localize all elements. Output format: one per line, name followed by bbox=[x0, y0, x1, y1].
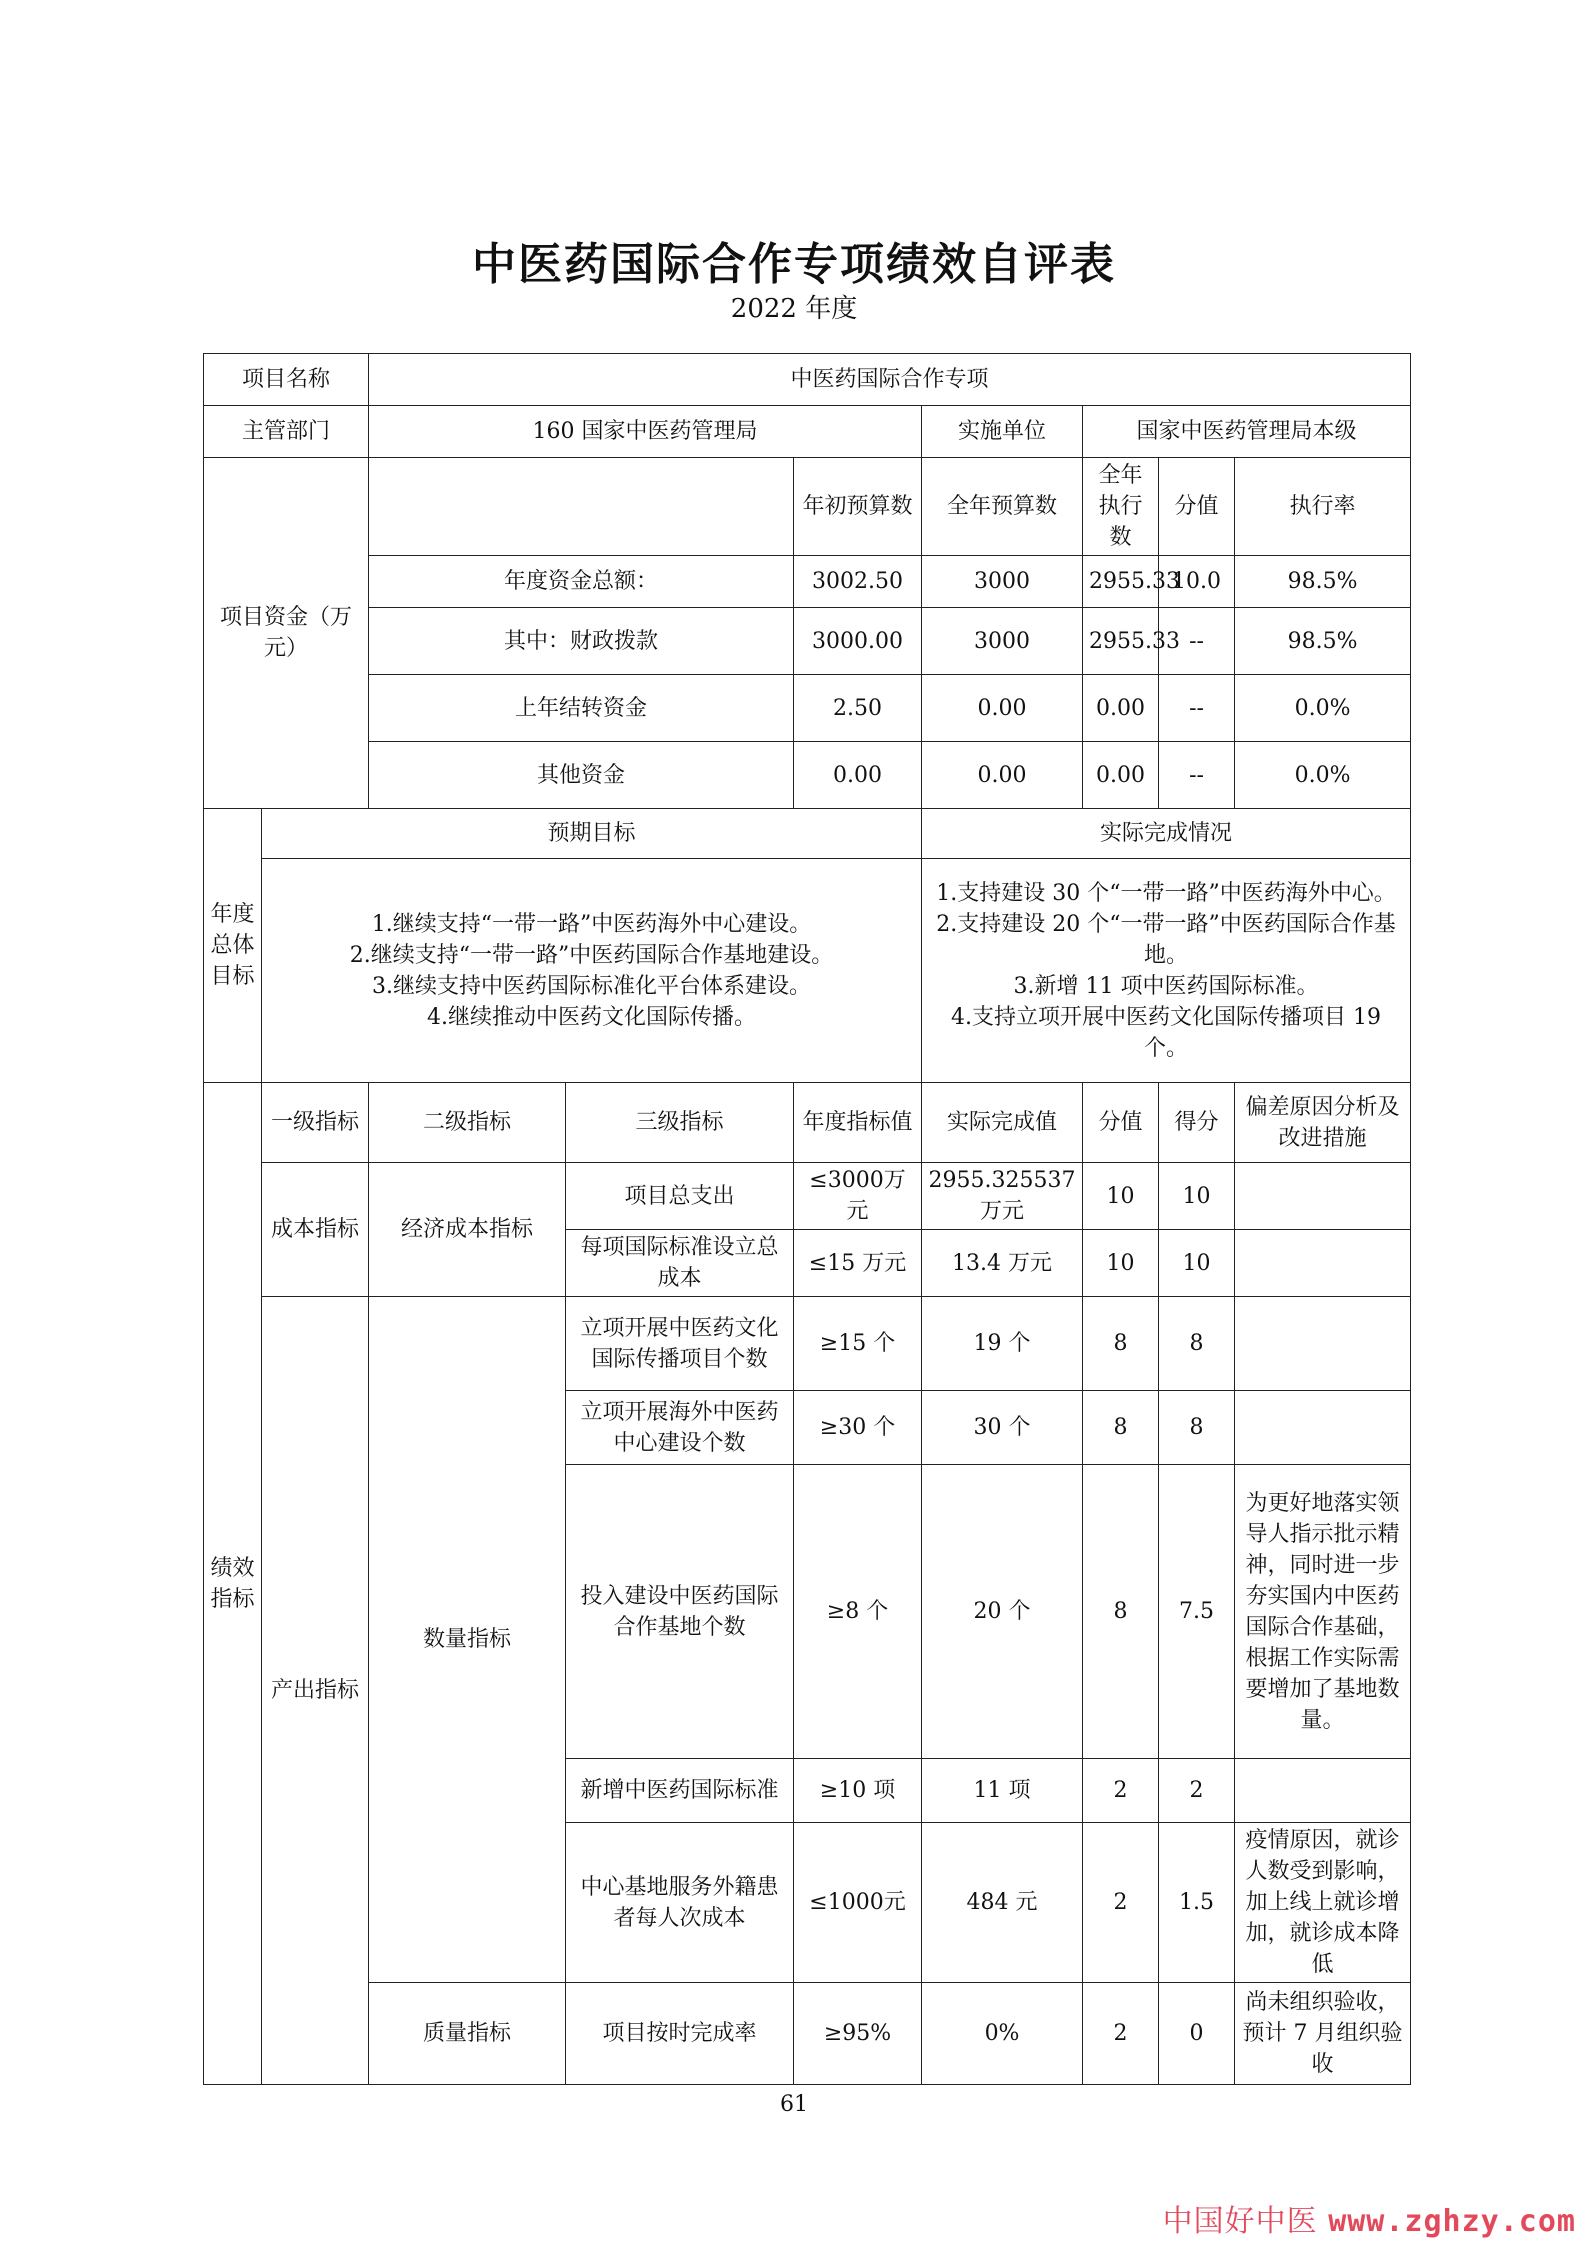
funds-rate: 98.5% bbox=[1235, 556, 1411, 608]
funds-header-executed: 全年执行数 bbox=[1083, 458, 1159, 556]
indicator-target: ≥10 项 bbox=[794, 1759, 922, 1823]
funds-points: -- bbox=[1159, 675, 1235, 742]
indicator-target: ≥8 个 bbox=[794, 1465, 922, 1759]
indicator-note bbox=[1235, 1391, 1411, 1465]
indicator-points: 8 bbox=[1083, 1297, 1159, 1391]
funds-executed: 0.00 bbox=[1083, 675, 1159, 742]
header-actual: 实际完成值 bbox=[922, 1083, 1083, 1163]
indicator-score: 1.5 bbox=[1159, 1823, 1235, 1983]
funds-row bbox=[204, 608, 1411, 675]
table-row bbox=[204, 1297, 1411, 1391]
performance-table bbox=[203, 353, 1411, 2085]
indicator-points: 10 bbox=[1083, 1163, 1159, 1230]
indicator-score: 10 bbox=[1159, 1163, 1235, 1230]
indicator-note: 疫情原因，就诊人数受到影响，加上线上就诊增加，就诊成本降低 bbox=[1235, 1823, 1411, 1983]
list-item: 4.支持立项开展中医药文化国际传播项目 19 个。 bbox=[951, 1004, 1382, 1061]
indicator-points: 8 bbox=[1083, 1465, 1159, 1759]
indicator-note: 尚未组织验收，预计 7 月组织验收 bbox=[1235, 1983, 1411, 2085]
funds-executed: 0.00 bbox=[1083, 742, 1159, 809]
funds-initial: 3000.00 bbox=[794, 608, 922, 675]
funds-rate: 0.0% bbox=[1235, 742, 1411, 809]
funds-row bbox=[204, 742, 1411, 809]
funds-rate: 0.0% bbox=[1235, 675, 1411, 742]
funds-header-initial: 年初预算数 bbox=[794, 458, 922, 556]
header-level2: 二级指标 bbox=[369, 1083, 566, 1163]
indicator-actual: 484 元 bbox=[922, 1823, 1083, 1983]
indicator-target: ≤1000元 bbox=[794, 1823, 922, 1983]
indicators-header-row bbox=[204, 1083, 1411, 1163]
funds-header-blank bbox=[369, 458, 794, 556]
funds-annual: 0.00 bbox=[922, 675, 1083, 742]
funds-row-label: 其他资金 bbox=[369, 742, 794, 809]
funds-points: -- bbox=[1159, 608, 1235, 675]
list-item: 1.支持建设 30 个“一带一路”中医药海外中心。 bbox=[936, 880, 1396, 906]
indicator-name: 投入建设中医药国际合作基地个数 bbox=[566, 1465, 794, 1759]
funds-row-label: 上年结转资金 bbox=[369, 675, 794, 742]
header-target: 年度指标值 bbox=[794, 1083, 922, 1163]
funds-points: 10.0 bbox=[1159, 556, 1235, 608]
indicator-name: 项目按时完成率 bbox=[566, 1983, 794, 2085]
funds-row bbox=[204, 675, 1411, 742]
dept-value: 160 国家中医药管理局 bbox=[369, 406, 922, 458]
goals-expected-header: 预期目标 bbox=[262, 809, 922, 859]
goals-label: 年度总体目标 bbox=[204, 809, 262, 1083]
indicator-points: 2 bbox=[1083, 1759, 1159, 1823]
project-name-label: 项目名称 bbox=[204, 354, 369, 406]
table-row bbox=[204, 1983, 1411, 2085]
indicator-name: 项目总支出 bbox=[566, 1163, 794, 1230]
indicator-note bbox=[1235, 1297, 1411, 1391]
funds-annual: 0.00 bbox=[922, 742, 1083, 809]
page-number: 61 bbox=[780, 2092, 808, 2117]
header-points: 分值 bbox=[1083, 1083, 1159, 1163]
funds-row-label: 其中：财政拨款 bbox=[369, 608, 794, 675]
unit-value: 国家中医药管理局本级 bbox=[1083, 406, 1411, 458]
indicator-points: 8 bbox=[1083, 1391, 1159, 1465]
indicator-points: 2 bbox=[1083, 1823, 1159, 1983]
list-item: 2.支持建设 20 个“一带一路”中医药国际合作基地。 bbox=[936, 911, 1396, 968]
table-row bbox=[204, 1163, 1411, 1230]
indicator-note bbox=[1235, 1230, 1411, 1297]
indicator-name: 新增中医药国际标准 bbox=[566, 1759, 794, 1823]
funds-annual: 3000 bbox=[922, 608, 1083, 675]
indicator-actual: 0% bbox=[922, 1983, 1083, 2085]
indicator-name: 立项开展中医药文化国际传播项目个数 bbox=[566, 1297, 794, 1391]
funds-rate: 98.5% bbox=[1235, 608, 1411, 675]
dept-row bbox=[204, 406, 1411, 458]
indicator-target: ≥15 个 bbox=[794, 1297, 922, 1391]
indicator-score: 2 bbox=[1159, 1759, 1235, 1823]
indicator-target: ≥95% bbox=[794, 1983, 922, 2085]
indicator-actual: 19 个 bbox=[922, 1297, 1083, 1391]
funds-executed: 2955.33 bbox=[1083, 556, 1159, 608]
funds-initial: 0.00 bbox=[794, 742, 922, 809]
group-economic: 经济成本指标 bbox=[369, 1163, 566, 1297]
indicator-note: 为更好地落实领导人指示批示精神，同时进一步夯实国内中医药国际合作基础，根据工作实际需要增加了基地数量。 bbox=[1235, 1465, 1411, 1759]
funds-points: -- bbox=[1159, 742, 1235, 809]
watermark-url: www.zghzy.com bbox=[1328, 2204, 1576, 2239]
group-quantity: 数量指标 bbox=[369, 1297, 566, 1983]
funds-initial: 3002.50 bbox=[794, 556, 922, 608]
watermark-brand: 中国好中医 bbox=[1162, 2204, 1318, 2239]
indicator-note bbox=[1235, 1163, 1411, 1230]
indicator-score: 7.5 bbox=[1159, 1465, 1235, 1759]
group-quality: 质量指标 bbox=[369, 1983, 566, 2085]
list-item: 2.继续支持“一带一路”中医药国际合作基地建设。 bbox=[349, 942, 834, 968]
unit-label: 实施单位 bbox=[922, 406, 1083, 458]
indicator-actual: 20 个 bbox=[922, 1465, 1083, 1759]
funds-row bbox=[204, 556, 1411, 608]
goals-expected bbox=[262, 859, 922, 1083]
list-item: 3.新增 11 项中医药国际标准。 bbox=[1013, 973, 1319, 999]
year-subtitle: 2022 年度 bbox=[730, 294, 858, 324]
funds-label bbox=[204, 458, 369, 809]
indicator-target: ≥30 个 bbox=[794, 1391, 922, 1465]
funds-annual: 3000 bbox=[922, 556, 1083, 608]
header-level1: 一级指标 bbox=[262, 1083, 369, 1163]
indicator-actual: 30 个 bbox=[922, 1391, 1083, 1465]
indicator-points: 2 bbox=[1083, 1983, 1159, 2085]
list-item: 4.继续推动中医药文化国际传播。 bbox=[427, 1004, 756, 1030]
indicator-note bbox=[1235, 1759, 1411, 1823]
group-cost: 成本指标 bbox=[262, 1163, 369, 1297]
funds-initial: 2.50 bbox=[794, 675, 922, 742]
funds-header-row bbox=[204, 458, 1411, 556]
indicator-score: 8 bbox=[1159, 1391, 1235, 1465]
funds-label-text: 项目资金（万元） bbox=[220, 605, 353, 661]
project-name-value: 中医药国际合作专项 bbox=[369, 354, 1411, 406]
funds-executed: 2955.33 bbox=[1083, 608, 1159, 675]
goals-actual bbox=[922, 859, 1411, 1083]
indicators-label: 绩效指标 bbox=[204, 1083, 262, 2085]
indicator-target: ≤15 万元 bbox=[794, 1230, 922, 1297]
funds-header-annual: 全年预算数 bbox=[922, 458, 1083, 556]
funds-row-label: 年度资金总额： bbox=[369, 556, 794, 608]
goals-actual-header: 实际完成情况 bbox=[922, 809, 1411, 859]
indicator-score: 10 bbox=[1159, 1230, 1235, 1297]
indicator-actual: 13.4 万元 bbox=[922, 1230, 1083, 1297]
indicator-actual: 11 项 bbox=[922, 1759, 1083, 1823]
list-item: 1.继续支持“一带一路”中医药海外中心建设。 bbox=[371, 911, 812, 937]
indicator-name: 每项国际标准设立总成本 bbox=[566, 1230, 794, 1297]
indicator-actual: 2955.325537万元 bbox=[922, 1163, 1083, 1230]
page-title: 中医药国际合作专项绩效自评表 bbox=[472, 239, 1116, 290]
dept-label: 主管部门 bbox=[204, 406, 369, 458]
indicator-target: ≤3000万元 bbox=[794, 1163, 922, 1230]
goals-content-row bbox=[204, 859, 1411, 1083]
header-score: 得分 bbox=[1159, 1083, 1235, 1163]
goals-header-row bbox=[204, 809, 1411, 859]
project-name-row bbox=[204, 354, 1411, 406]
funds-header-points: 分值 bbox=[1159, 458, 1235, 556]
watermark bbox=[1163, 2196, 1576, 2240]
indicator-points: 10 bbox=[1083, 1230, 1159, 1297]
list-item: 3.继续支持中医药国际标准化平台体系建设。 bbox=[372, 973, 811, 999]
header-level3: 三级指标 bbox=[566, 1083, 794, 1163]
indicator-score: 8 bbox=[1159, 1297, 1235, 1391]
indicator-name: 立项开展海外中医药中心建设个数 bbox=[566, 1391, 794, 1465]
indicator-name: 中心基地服务外籍患者每人次成本 bbox=[566, 1823, 794, 1983]
indicator-score: 0 bbox=[1159, 1983, 1235, 2085]
funds-header-rate: 执行率 bbox=[1235, 458, 1411, 556]
group-output: 产出指标 bbox=[262, 1297, 369, 2085]
header-note: 偏差原因分析及改进措施 bbox=[1235, 1083, 1411, 1163]
